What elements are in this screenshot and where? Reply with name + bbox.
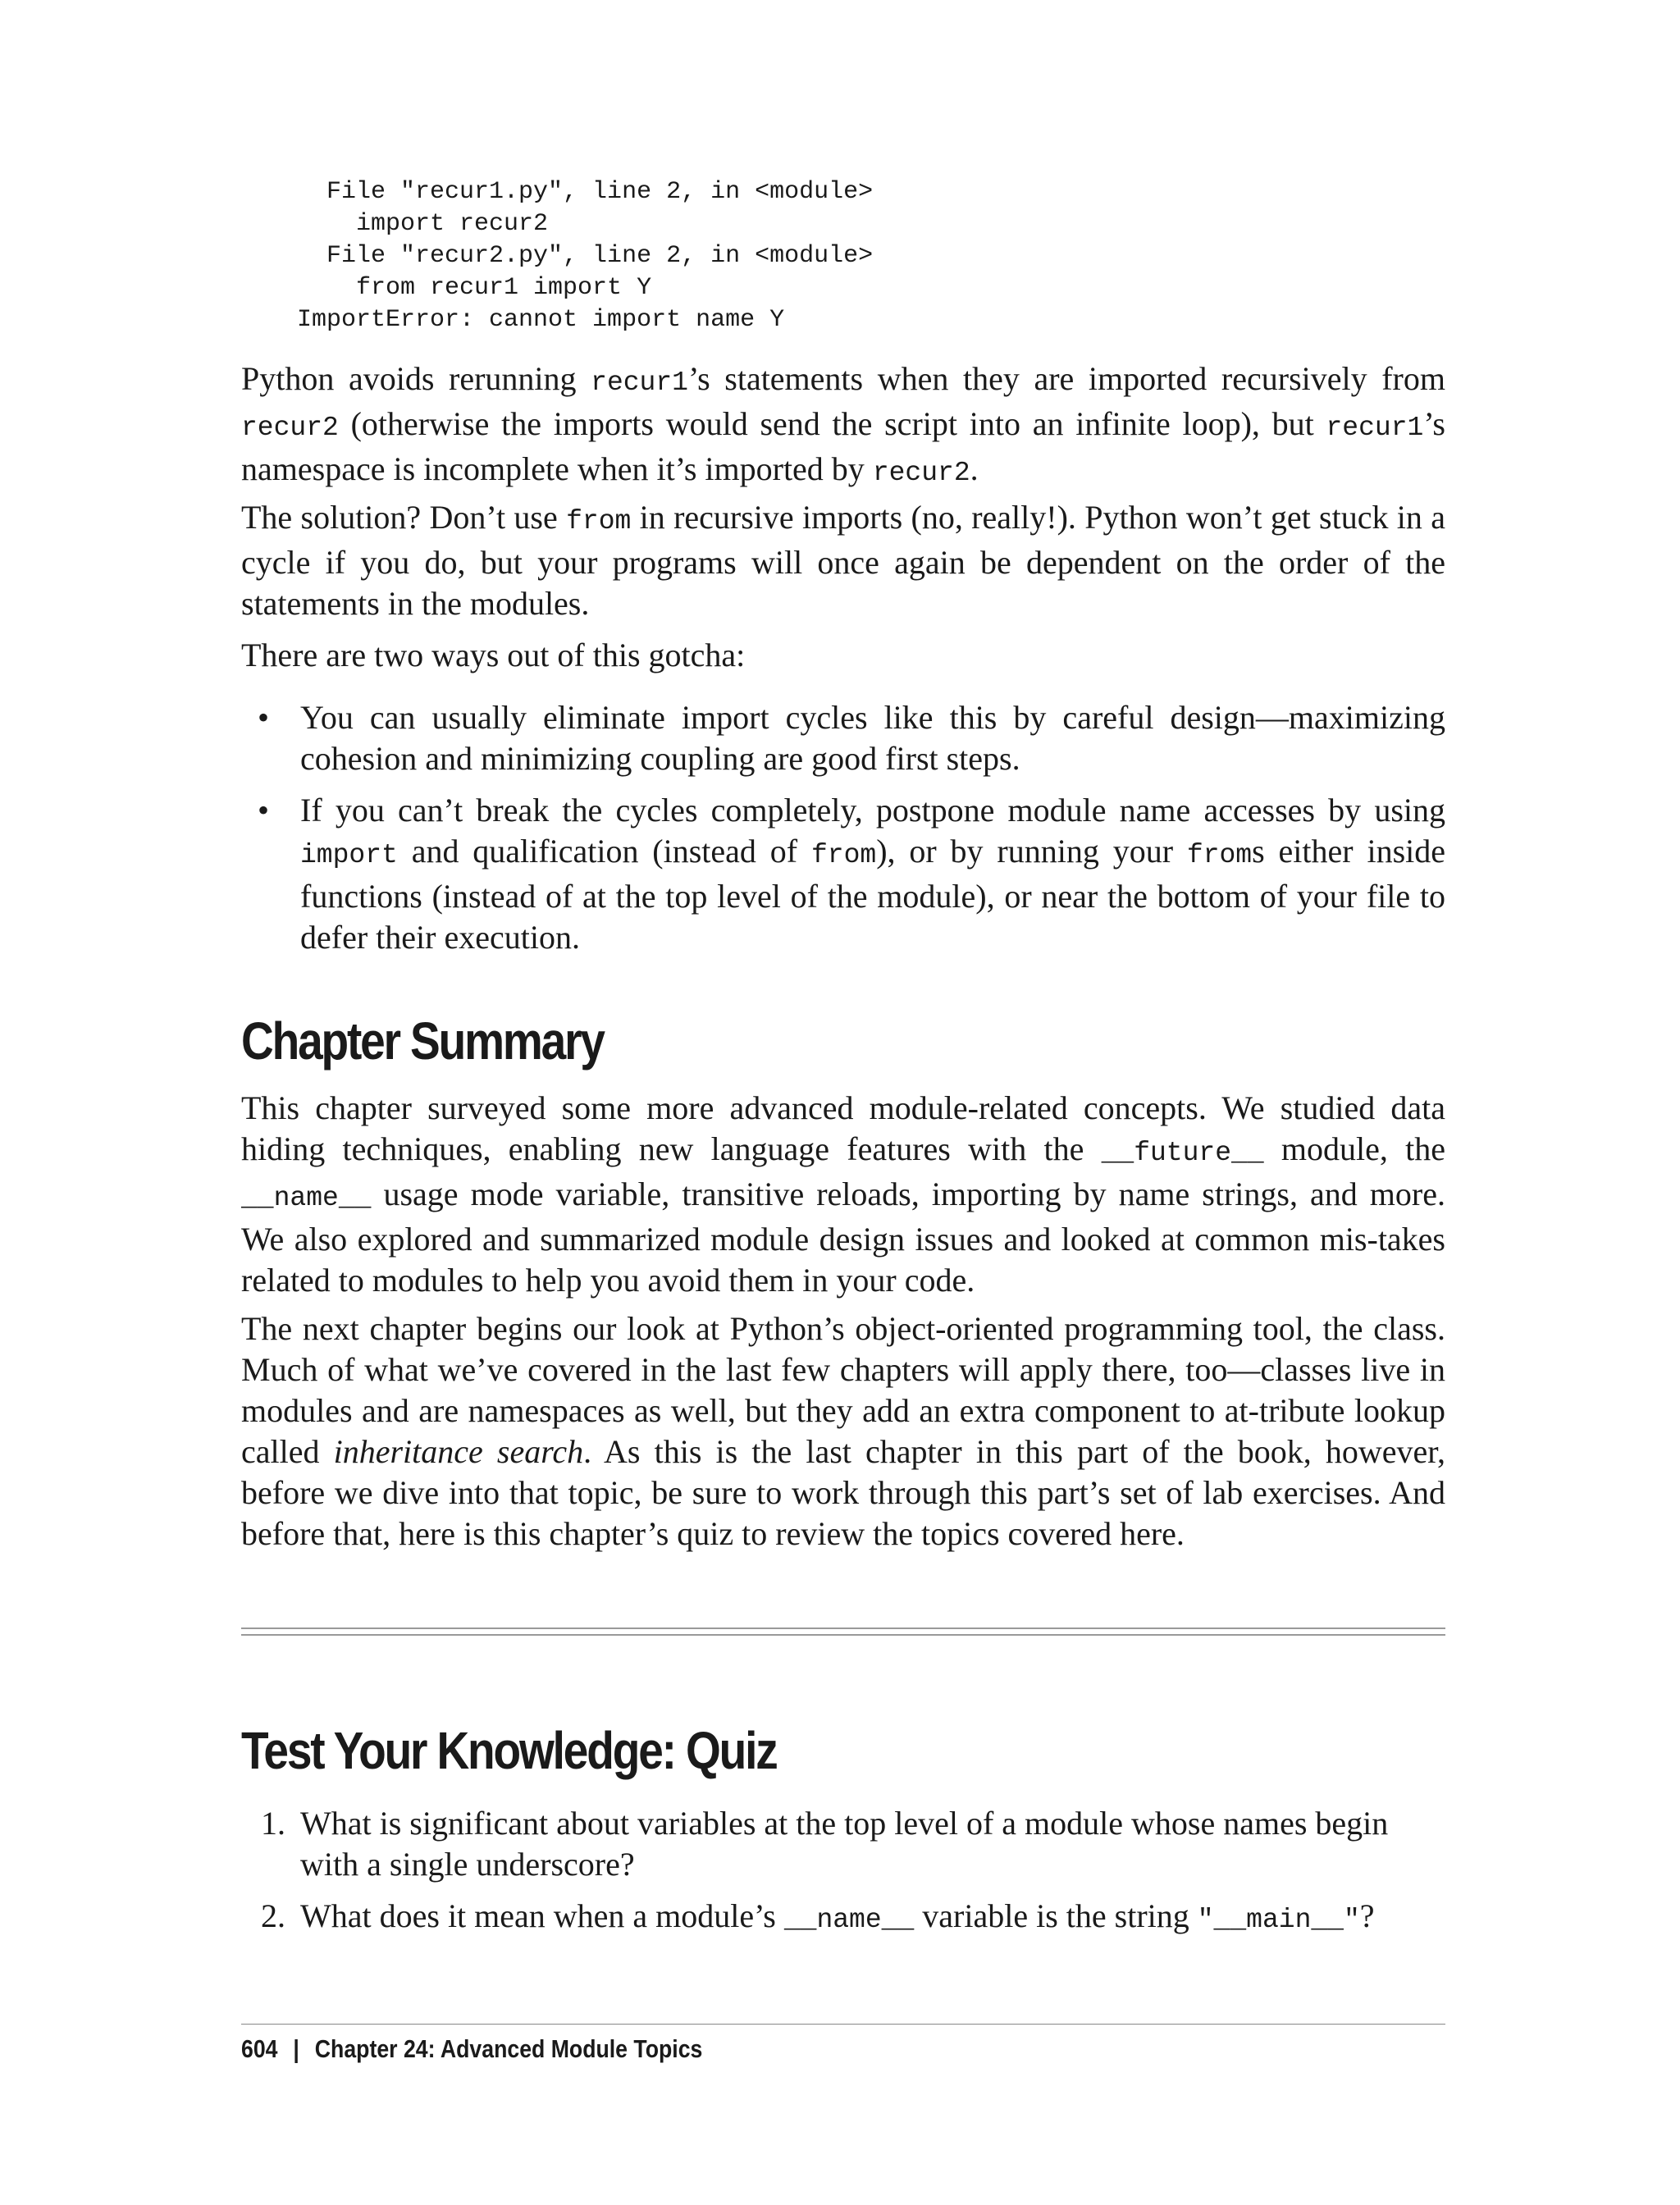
inline-code: from xyxy=(810,840,877,870)
bullet-marker: • xyxy=(258,792,270,829)
paragraph-solution: The solution? Don’t use from in recursive imports (no, really!). Python won’t get stuck in a cycle if you do, but your programs will once again be dependent on the order of the statements in the modules. xyxy=(241,499,1446,622)
page-number: 604 xyxy=(241,2034,278,2063)
paragraph-two-ways: There are two ways out of this gotcha: xyxy=(241,637,746,673)
code-line: import recur2 xyxy=(297,210,549,238)
code-line: from recur1 import Y xyxy=(297,274,652,302)
inline-code: __future__ xyxy=(1101,1138,1264,1168)
quiz-list xyxy=(241,1803,1445,1952)
footer-separator: | xyxy=(293,2034,299,2063)
running-chapter-title: Chapter 24: Advanced Module Topics xyxy=(314,2034,703,2063)
code-block xyxy=(297,176,873,336)
bullet-marker: • xyxy=(258,699,270,736)
inline-code: __name__ xyxy=(783,1905,915,1935)
inline-code: recur1 xyxy=(591,368,688,398)
inline-code: import xyxy=(300,840,398,870)
inline-code: recur1 xyxy=(1326,413,1424,443)
question-number: 2. xyxy=(261,1897,285,1934)
inline-code: from xyxy=(566,506,632,536)
page-footer xyxy=(241,2033,702,2066)
inline-code: __name__ xyxy=(241,1183,372,1213)
section-divider xyxy=(241,1628,1445,1629)
list-item: • If you can’t break the cycles completely, postpone module name accesses by using import and qualification (instead of from), or by running your froms either inside functions (instead of at the top level of the module), or near the bottom of your file to defer their execution. xyxy=(258,792,1445,956)
inline-code: recur2 xyxy=(872,458,970,488)
list-item: • You can usually eliminate import cycles like this by careful design—maximizing cohesion and minimizing coupling are good first steps. xyxy=(258,699,1445,777)
bullet-list xyxy=(241,697,1445,969)
code-line: File "recur1.py", line 2, in <module> xyxy=(297,178,874,206)
code-line: ImportError: cannot import name Y xyxy=(297,306,785,334)
section-divider xyxy=(241,1634,1445,1636)
quiz-question: 2. What does it mean when a module’s __name__ variable is the string "__main__"? xyxy=(261,1897,1375,1935)
section-heading-quiz: Test Your Knowledge: Quiz xyxy=(241,1721,777,1780)
quiz-question: 1. What is significant about variables at the top level of a module whose names begin with a single underscore? xyxy=(261,1805,1389,1883)
inline-code: from xyxy=(1186,840,1253,870)
code-line: File "recur2.py", line 2, in <module> xyxy=(297,242,874,270)
paragraph-recursive-imports: Python avoids rerunning recur1’s statements when they are imported recursively from recur2 (otherwise the imports would send the script into an infinite loop), but recur1’s namespace is incomplete when it’s imported by recur2. xyxy=(241,360,1445,488)
italic-term: inheritance search xyxy=(333,1433,584,1470)
section-heading-chapter-summary: Chapter Summary xyxy=(241,1011,604,1071)
inline-code: "__main__" xyxy=(1197,1905,1360,1935)
inline-code: recur2 xyxy=(241,413,339,443)
question-number: 1. xyxy=(261,1805,285,1842)
paragraph-next-chapter: The next chapter begins our look at Python’s object-oriented programming tool, the class. Much of what we’ve covered in the last few chapters will apply there, too—classes live in modules and are namespaces as well, but they add an extra component to at-tribute lookup called inheritance search. As this is the last chapter in this part of the book, however, before we dive into that topic, be sure to work through this part’s set of lab exercises. And before that, here is this chapter’s quiz to review the topics covered here. xyxy=(241,1310,1445,1552)
paragraph-summary: This chapter surveyed some more advanced module-related concepts. We studied data hiding techniques, enabling new language features with the __future__ module, the __name__ usage mode variable, transitive reloads, importing by name strings, and more. We also explored and summarized module design issues and looked at common mis-takes related to modules to help you avoid them in your code. xyxy=(241,1089,1445,1299)
footer-divider xyxy=(241,2024,1445,2025)
